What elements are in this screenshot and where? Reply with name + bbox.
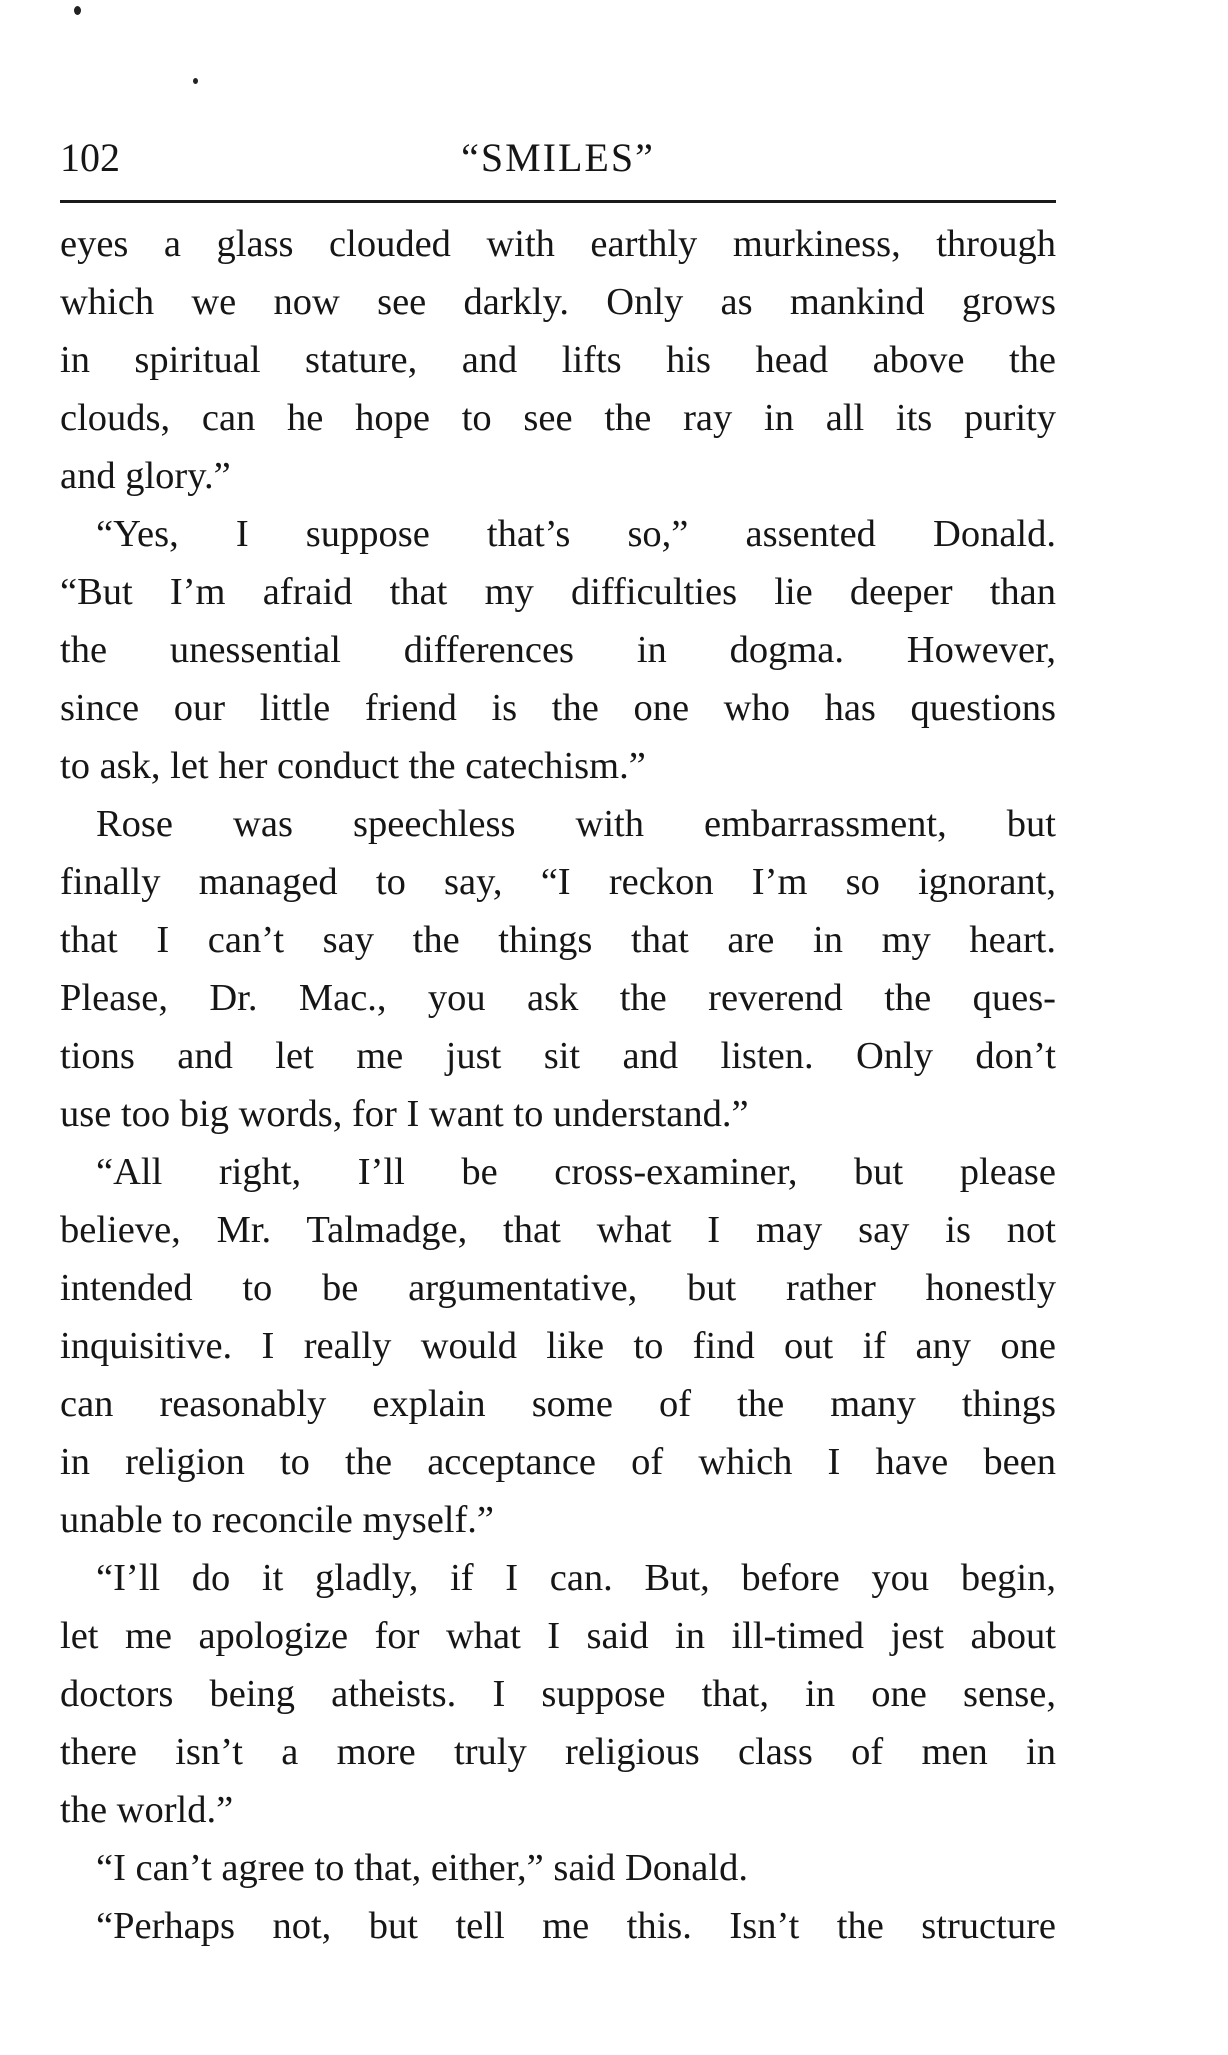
text-line: the world.” bbox=[60, 1789, 234, 1831]
text-line: and glory.” bbox=[60, 455, 231, 497]
header-rule bbox=[60, 200, 1056, 203]
text-line: in spiritual stature, and lifts his head above the bbox=[60, 339, 1056, 381]
page-header bbox=[60, 128, 1056, 188]
text-line: unable to reconcile myself.” bbox=[60, 1499, 495, 1541]
text-line: in religion to the acceptance of which I have been bbox=[60, 1441, 1056, 1483]
text-line: “I’ll do it gladly, if I can. But, before you begin, bbox=[96, 1557, 1056, 1599]
text-line: “I can’t agree to that, either,” said Donald. bbox=[96, 1847, 748, 1889]
body-text bbox=[60, 215, 1056, 1955]
text-line: Rose was speechless with embarrassment, but bbox=[96, 803, 1056, 845]
text-line: “All right, I’ll be cross-examiner, but please bbox=[96, 1151, 1056, 1193]
text-line: intended to be argumentative, but rather honestly bbox=[60, 1267, 1056, 1309]
text-line: to ask, let her conduct the catechism.” bbox=[60, 745, 646, 787]
page-number: 102 bbox=[60, 135, 120, 180]
text-line: which we now see darkly. Only as mankind grows bbox=[60, 281, 1056, 323]
text-line: use too big words, for I want to understand.” bbox=[60, 1093, 749, 1135]
text-line: there isn’t a more truly religious class of men in bbox=[60, 1731, 1056, 1773]
text-line: doctors being atheists. I suppose that, in one sense, bbox=[60, 1673, 1056, 1715]
text-line: “Yes, I suppose that’s so,” assented Donald. bbox=[96, 513, 1056, 555]
text-line: “Perhaps not, but tell me this. Isn’t the structure bbox=[96, 1905, 1056, 1947]
running-title: “SMILES” bbox=[461, 135, 655, 180]
text-line: can reasonably explain some of the many things bbox=[60, 1383, 1056, 1425]
text-line: eyes a glass clouded with earthly murkiness, through bbox=[60, 223, 1056, 265]
text-line: tions and let me just sit and listen. Only don’t bbox=[60, 1035, 1056, 1077]
text-line: Please, Dr. Mac., you ask the reverend the ques- bbox=[60, 977, 1056, 1019]
text-line: let me apologize for what I said in ill-timed jest about bbox=[60, 1615, 1056, 1657]
text-line: clouds, can he hope to see the ray in all its purity bbox=[60, 397, 1056, 439]
text-line: “But I’m afraid that my difficulties lie deeper than bbox=[60, 571, 1056, 613]
text-line: believe, Mr. Talmadge, that what I may say is not bbox=[60, 1209, 1056, 1251]
text-line: inquisitive. I really would like to find out if any one bbox=[60, 1325, 1056, 1367]
text-line: finally managed to say, “I reckon I’m so ignorant, bbox=[60, 861, 1056, 903]
ink-speck bbox=[193, 78, 198, 84]
text-line: since our little friend is the one who has questions bbox=[60, 687, 1056, 729]
text-line: the unessential differences in dogma. However, bbox=[60, 629, 1056, 671]
text-line: that I can’t say the things that are in my heart. bbox=[60, 919, 1056, 961]
ink-speck bbox=[74, 6, 81, 15]
